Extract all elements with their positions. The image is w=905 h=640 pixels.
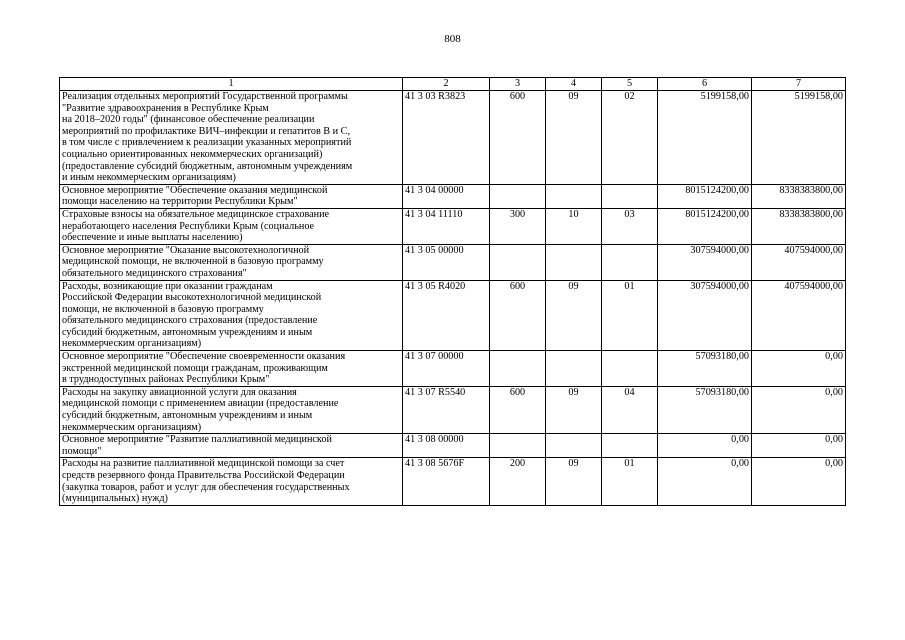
budget-table xyxy=(59,77,846,506)
table-row xyxy=(60,208,846,244)
row-target-code: 41 3 03 R3823 xyxy=(403,91,490,185)
row-amount-col-7: 8338383800,00 xyxy=(752,184,846,208)
header-col-1: 1 xyxy=(60,78,403,91)
row-subsection xyxy=(602,434,658,458)
row-amount-col-7: 5199158,00 xyxy=(752,91,846,185)
row-name: Страховые взносы на обязательное медицинское страхование неработающего населения Республики Крым (социальное обеспечение и иные выплаты населению) xyxy=(60,208,403,244)
row-target-code: 41 3 04 11110 xyxy=(403,208,490,244)
row-section: 09 xyxy=(546,280,602,351)
row-target-code: 41 3 07 00000 xyxy=(403,351,490,387)
table-row xyxy=(60,244,846,280)
row-amount-col-7: 0,00 xyxy=(752,386,846,433)
row-amount-col-7: 0,00 xyxy=(752,434,846,458)
row-subsection xyxy=(602,184,658,208)
row-expense-type xyxy=(490,351,546,387)
row-section: 10 xyxy=(546,208,602,244)
row-subsection: 01 xyxy=(602,280,658,351)
page-number: 808 xyxy=(444,33,461,45)
row-amount-col-6: 8015124200,00 xyxy=(658,184,752,208)
row-expense-type xyxy=(490,244,546,280)
row-expense-type: 600 xyxy=(490,386,546,433)
row-name: Расходы на развитие паллиативной медицинской помощи за счет средств резервного фонда Правительства Российской Федерации (закупка товаров, работ и услуг для обеспечения государственных (муниципальных) нужд) xyxy=(60,458,403,505)
row-amount-col-6: 0,00 xyxy=(658,434,752,458)
row-section xyxy=(546,184,602,208)
row-target-code: 41 3 07 R5540 xyxy=(403,386,490,433)
row-subsection xyxy=(602,244,658,280)
row-section: 09 xyxy=(546,386,602,433)
row-expense-type xyxy=(490,434,546,458)
row-subsection: 04 xyxy=(602,386,658,433)
row-amount-col-7: 0,00 xyxy=(752,351,846,387)
header-col-2: 2 xyxy=(403,78,490,91)
header-col-6: 6 xyxy=(658,78,752,91)
row-subsection: 03 xyxy=(602,208,658,244)
row-name: Основное мероприятие "Оказание высокотехнологичной медицинской помощи, не включенной в базовую программу обязательного медицинского страхования" xyxy=(60,244,403,280)
table-row xyxy=(60,280,846,351)
row-section: 09 xyxy=(546,91,602,185)
row-name: Расходы, возникающие при оказании гражданам Российской Федерации высокотехнологичной медицинской помощи, не включенной в базовую программу обязательного медицинского страхования (предоставление субсидий бюджетным, автономным учреждениям и иным некоммерческим организациям) xyxy=(60,280,403,351)
row-amount-col-7: 407594000,00 xyxy=(752,280,846,351)
row-amount-col-7: 407594000,00 xyxy=(752,244,846,280)
row-section xyxy=(546,351,602,387)
row-section: 09 xyxy=(546,458,602,505)
row-expense-type: 200 xyxy=(490,458,546,505)
row-amount-col-7: 0,00 xyxy=(752,458,846,505)
row-amount-col-6: 8015124200,00 xyxy=(658,208,752,244)
row-amount-col-6: 307594000,00 xyxy=(658,280,752,351)
row-name: Расходы на закупку авиационной услуги для оказания медицинской помощи с применением авиации (предоставление субсидий бюджетным, автономным учреждениям и иным некоммерческим организациям) xyxy=(60,386,403,433)
row-amount-col-6: 57093180,00 xyxy=(658,386,752,433)
row-target-code: 41 3 05 00000 xyxy=(403,244,490,280)
table-row xyxy=(60,184,846,208)
row-name: Основное мероприятие "Развитие паллиативной медицинской помощи" xyxy=(60,434,403,458)
header-col-7: 7 xyxy=(752,78,846,91)
row-amount-col-6: 5199158,00 xyxy=(658,91,752,185)
header-col-5: 5 xyxy=(602,78,658,91)
header-col-4: 4 xyxy=(546,78,602,91)
row-amount-col-6: 57093180,00 xyxy=(658,351,752,387)
header-row xyxy=(60,78,846,91)
table-row xyxy=(60,434,846,458)
row-name: Реализация отдельных мероприятий Государственной программы "Развитие здравоохранения в Республике Крым на 2018–2020 годы" (финансовое обеспечение реализации мероприятий по профилактике ВИЧ–инфекции и гепатитов В и С, в том числе с привлечением к реализации указанных мероприятий социально ориентированных некоммерческих организаций) (предоставление субсидий бюджетным, автономным учреждениям и иным некоммерческим организациям) xyxy=(60,91,403,185)
row-amount-col-6: 0,00 xyxy=(658,458,752,505)
row-target-code: 41 3 08 5676F xyxy=(403,458,490,505)
row-subsection: 02 xyxy=(602,91,658,185)
header-col-3: 3 xyxy=(490,78,546,91)
row-expense-type: 600 xyxy=(490,280,546,351)
table-row xyxy=(60,351,846,387)
row-expense-type: 300 xyxy=(490,208,546,244)
row-target-code: 41 3 05 R4020 xyxy=(403,280,490,351)
row-expense-type xyxy=(490,184,546,208)
row-subsection xyxy=(602,351,658,387)
table-row xyxy=(60,458,846,505)
row-subsection: 01 xyxy=(602,458,658,505)
row-amount-col-7: 8338383800,00 xyxy=(752,208,846,244)
row-name: Основное мероприятие "Обеспечение своевременности оказания экстренной медицинской помощи гражданам, проживающим в труднодоступных районах Республики Крым" xyxy=(60,351,403,387)
table-row xyxy=(60,91,846,185)
table-row xyxy=(60,386,846,433)
row-expense-type: 600 xyxy=(490,91,546,185)
row-target-code: 41 3 04 00000 xyxy=(403,184,490,208)
row-section xyxy=(546,244,602,280)
row-amount-col-6: 307594000,00 xyxy=(658,244,752,280)
row-target-code: 41 3 08 00000 xyxy=(403,434,490,458)
row-name: Основное мероприятие "Обеспечение оказания медицинской помощи населению на территории Республики Крым" xyxy=(60,184,403,208)
row-section xyxy=(546,434,602,458)
